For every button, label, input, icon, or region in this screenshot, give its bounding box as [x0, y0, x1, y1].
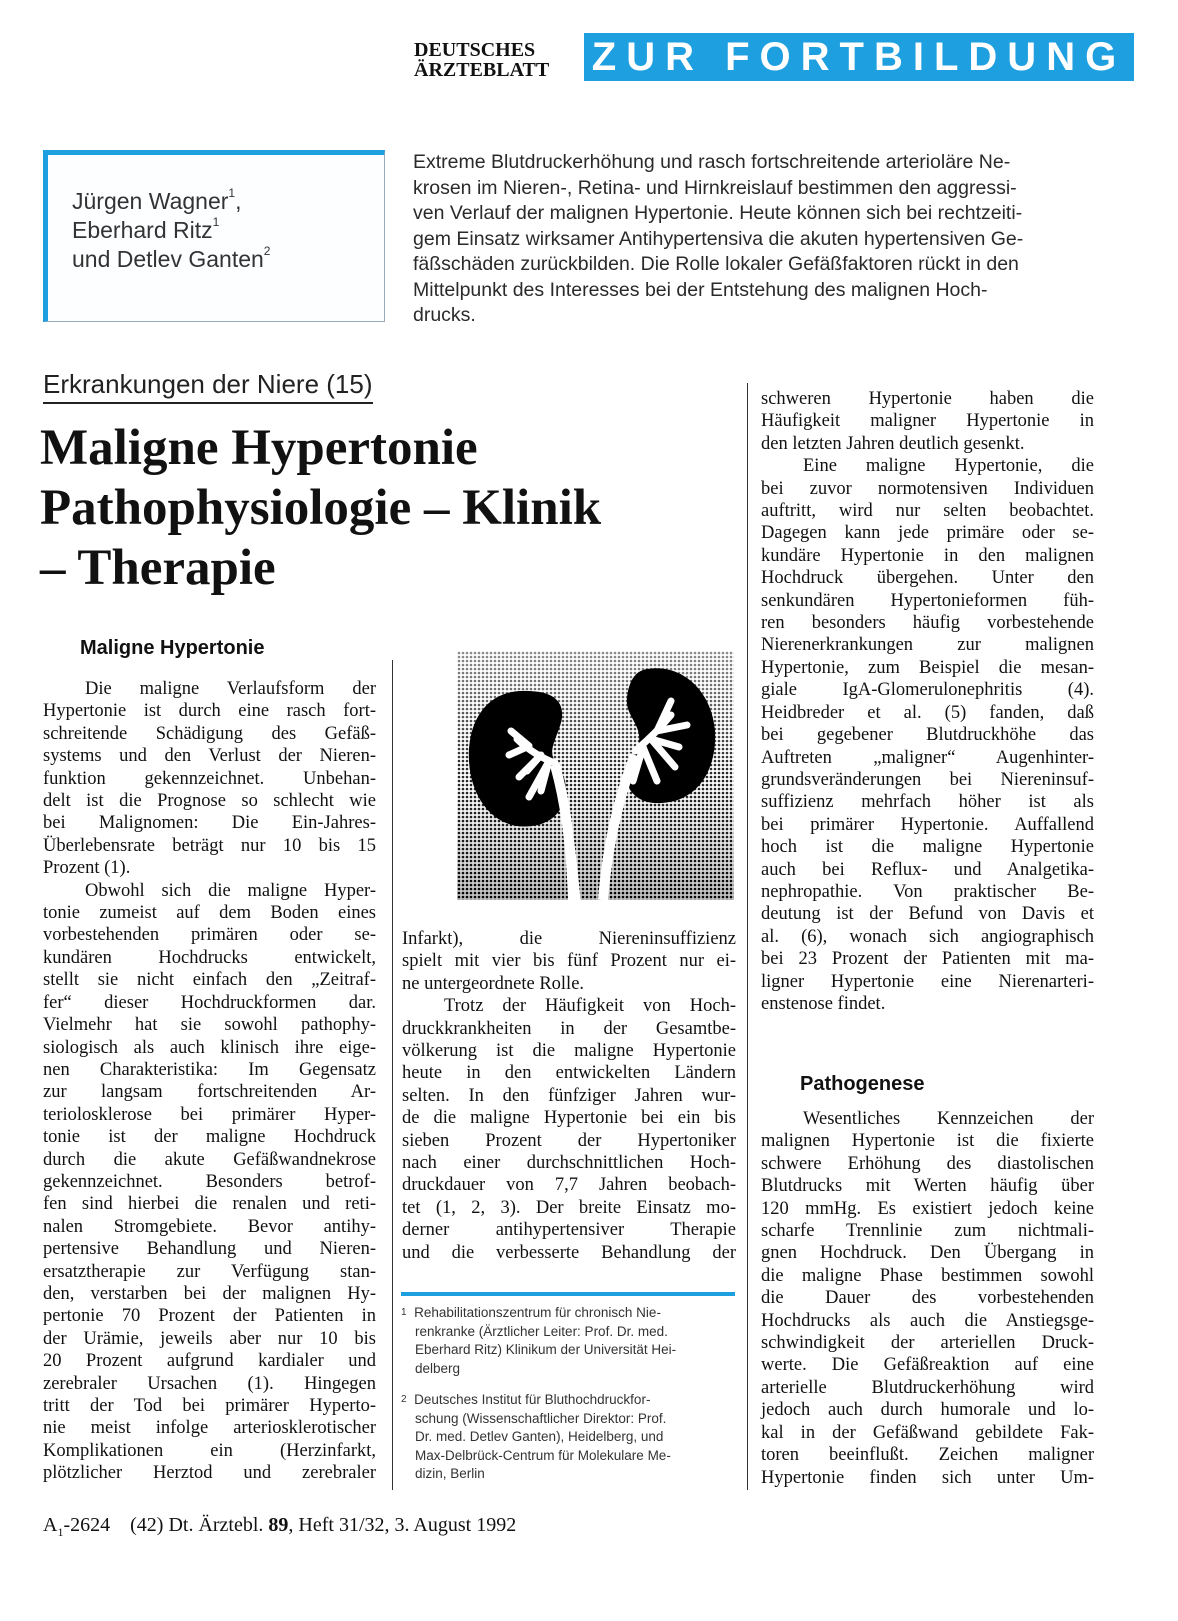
- text-line: fer“ dieser Hochdruckformen dar.: [43, 992, 376, 1013]
- text-line: auch bei Reflux- und Analgetika-: [761, 859, 1094, 880]
- text-line: Hypertonie finden sich unter Um-: [761, 1467, 1094, 1488]
- text-line: nach einer durchschnittlichen Hoch-: [402, 1153, 736, 1174]
- text-line: jedoch auch durch humorale und lo-: [761, 1400, 1094, 1421]
- footnote-line: [401, 1465, 737, 1484]
- text-line: tonie ist der maligne Hochdruck: [43, 1127, 376, 1148]
- page-footer: [43, 1513, 516, 1544]
- citation-text: (42) Dt. Ärztebl.: [130, 1514, 264, 1536]
- text-line: völkerung ist die maligne Hypertonie: [402, 1041, 736, 1062]
- author-affiliation-mark: 1: [228, 186, 236, 200]
- text-line: Blutdrucks mit Werten häufig über: [761, 1176, 1094, 1197]
- text-line: hoch ist die maligne Hypertonie: [761, 837, 1094, 858]
- text-line: plötzlicher Herztod und zerebraler: [43, 1463, 376, 1484]
- text-line: grundsveränderungen bei Niereninsuf-: [761, 769, 1094, 790]
- abstract-line: gem Einsatz wirksamer Antihypertensiva die akuten hypertensiven Ge-: [413, 227, 1024, 250]
- text-line: bei zuvor normotensiven Individuen: [761, 478, 1094, 499]
- footnote-text: Rehabilitationszentrum für chronisch Nie-: [414, 1305, 661, 1320]
- text-line: nen Charakteristika: Im Gegensatz: [43, 1059, 376, 1080]
- text-line: die Dauer des vorbestehenden: [761, 1288, 1094, 1309]
- footnote-text: schung (Wissenschaftlicher Direktor: Prof.: [415, 1410, 667, 1426]
- text-line: enstenose findet.: [761, 993, 886, 1014]
- text-line: die maligne Phase bestimmen sowohl: [761, 1265, 1094, 1286]
- column-1-text: [43, 678, 376, 1485]
- text-line: bei primärer Hypertonie. Auffallend: [761, 814, 1094, 835]
- column-3-pathogenese-text: [761, 1108, 1094, 1489]
- text-line: tet (1, 2, 3). Der breite Einsatz mo-: [402, 1197, 736, 1218]
- column-3-text: [761, 388, 1094, 1015]
- text-line: Wesentliches Kennzeichen der: [803, 1109, 1094, 1129]
- text-line: Dagegen kann jede primäre oder se-: [761, 523, 1094, 544]
- author-list: [72, 187, 270, 274]
- author-entry: [72, 216, 270, 245]
- journal-logo-line2: ÄRZTEBLATT: [414, 59, 550, 81]
- abstract-line: drucks.: [413, 304, 476, 326]
- text-line: malignen Hypertonie ist die fixierte: [761, 1131, 1094, 1152]
- abstract-line: Extreme Blutdruckerhöhung und rasch fortschreitende arterioläre Ne-: [413, 151, 1011, 173]
- author-separator: ,: [235, 188, 242, 214]
- footnote-text: Max-Delbrück-Centrum für Molekulare Me-: [415, 1447, 671, 1463]
- text-line: systems und den Verlust der Nieren-: [43, 746, 376, 767]
- text-line: der Urämie, jeweils aber nur 10 bis: [43, 1328, 376, 1349]
- text-line: werte. Die Gefäßreaktion auf eine: [761, 1355, 1094, 1376]
- abstract: [413, 150, 1133, 329]
- text-line: scharfe Trennlinie zum nichtmali-: [761, 1221, 1094, 1242]
- author-name: und Detlev Ganten: [72, 246, 264, 272]
- text-line: Infarkt), die Niereninsuffizienz: [402, 929, 736, 949]
- text-line: selten. In den fünfziger Jahren wur-: [402, 1085, 736, 1106]
- text-line: Die maligne Verlaufsform der: [85, 679, 376, 699]
- footnote-text: dizin, Berlin: [415, 1466, 485, 1481]
- text-line: deutung ist der Befund von Davis et: [761, 904, 1094, 925]
- journal-logo-line1: DEUTSCHES: [414, 39, 536, 61]
- text-line: zerebraler Ursachen (1). Hingegen: [43, 1373, 376, 1394]
- text-line: schreitende Schädigung des Gefäß-: [43, 723, 376, 744]
- footnote-text: Dr. med. Detlev Ganten), Heidelberg, und: [415, 1429, 664, 1444]
- author-name: Eberhard Ritz: [72, 217, 213, 243]
- footnote-separator: [401, 1292, 735, 1296]
- abstract-line: fäßschäden zurückbilden. Die Rolle lokaler Gefäßfaktoren rückt in den: [413, 253, 1019, 275]
- text-line: Trotz der Häufigkeit von Hoch-: [444, 996, 736, 1017]
- text-line: gekennzeichnet. Besonders betrof-: [43, 1171, 376, 1192]
- text-line: und die verbesserte Behandlung der: [402, 1242, 736, 1263]
- text-line: druckkrankheiten in der Gesamtbe-: [402, 1018, 736, 1039]
- text-line: Obwohl sich die maligne Hyper-: [85, 880, 376, 901]
- column-2-text: [402, 928, 736, 1264]
- column-rule: [747, 383, 748, 1490]
- text-line: durch die akute Gefäßwandnekrose: [43, 1149, 376, 1170]
- footnote-number: 2: [401, 1394, 407, 1405]
- text-line: nie meist infolge arteriosklerotischer: [43, 1418, 376, 1439]
- text-line: schwindigkeit der arteriellen Druck-: [761, 1333, 1094, 1354]
- text-line: Auftreten „maligner“ Augenhinter-: [761, 747, 1094, 768]
- abstract-line: krosen im Nieren-, Retina- und Hirnkreislauf bestimmen den aggressi-: [413, 176, 1017, 199]
- text-line: Hochdrucks als auch die Anstiegsge-: [761, 1310, 1094, 1331]
- text-line: druckdauer von 7,7 Jahren beobach-: [402, 1175, 736, 1196]
- text-line: den, verstarben bei der malignen Hy-: [43, 1283, 376, 1304]
- text-line: 20 Prozent aufgrund kardialer und: [43, 1351, 376, 1372]
- author-entry: [72, 187, 270, 216]
- text-line: derner antihypertensiver Therapie: [402, 1220, 736, 1241]
- author-affiliation-mark: 1: [212, 215, 220, 229]
- footnote-line: [401, 1323, 737, 1342]
- text-line: Hypertonie ist durch eine rasch fort-: [43, 701, 376, 722]
- text-line: 120 mmHg. Es existiert jedoch keine: [761, 1198, 1094, 1219]
- text-line: ligner Hypertonie eine Nierenarteri-: [761, 971, 1094, 992]
- author-affiliation-mark: 2: [263, 244, 271, 258]
- series-label: Erkrankungen der Niere (15): [43, 368, 373, 404]
- footnote-2: [401, 1391, 737, 1484]
- footnote-line: [401, 1304, 737, 1323]
- text-line: nalen Stromgebiete. Bevor antihy-: [43, 1216, 376, 1237]
- abstract-line: ven Verlauf der malignen Hypertonie. Heute können sich bei rechtzeiti-: [413, 202, 1023, 224]
- footnote-text: delberg: [415, 1360, 461, 1376]
- footnote-text: Eberhard Ritz) Klinikum der Universität Hei-: [415, 1342, 677, 1357]
- page-code: $A_1-2624$: [43, 1514, 111, 1539]
- footnote-line: [401, 1391, 737, 1410]
- text-line: ne untergeordnete Rolle.: [402, 973, 585, 994]
- kidney-illustration: [457, 651, 734, 900]
- text-line: stellt sie nicht einfach den „Zeitraf-: [43, 970, 376, 991]
- text-line: delt ist die Prognose so schlecht wie: [43, 791, 376, 812]
- text-line: den letzten Jahren deutlich gesenkt.: [761, 433, 1025, 454]
- text-line: teriolosklerose bei primärer Hyper-: [43, 1104, 376, 1125]
- text-line: pertensive Behandlung und Nieren-: [43, 1239, 376, 1260]
- text-line: toren beeinflußt. Zeichen maligner: [761, 1445, 1094, 1466]
- footnote-line: [401, 1360, 737, 1379]
- title-line: – Therapie: [40, 540, 276, 596]
- text-line: fen sind hierbei die renalen und reti-: [43, 1194, 376, 1215]
- text-line: bei Malignomen: Die Ein-Jahres-: [43, 813, 376, 834]
- text-line: giale IgA-Glomerulonephritis (4).: [761, 680, 1094, 701]
- text-line: ersatztherapie zur Verfügung stan-: [43, 1261, 376, 1282]
- section-heading-maligne-hypertonie: Maligne Hypertonie: [80, 637, 265, 659]
- abstract-line: Mittelpunkt des Interesses bei der Entstehung des malignen Hoch-: [413, 278, 988, 301]
- text-line: gnen Hochdruck. Den Übergang in: [761, 1243, 1094, 1264]
- text-line: auftritt, wird nur selten beobachtet.: [761, 501, 1094, 522]
- text-line: Hochdruck übergehen. Unter den: [761, 568, 1094, 589]
- volume-number: 89: [268, 1514, 289, 1536]
- text-line: arterielle Blutdruckerhöhung wird: [761, 1377, 1094, 1398]
- text-line: suffizienz mehrfach höher ist als: [761, 792, 1094, 813]
- column-rule: [392, 660, 393, 1490]
- text-line: sieben Prozent der Hypertoniker: [402, 1130, 736, 1151]
- text-line: Häufigkeit maligner Hypertonie in: [761, 411, 1094, 432]
- text-line: pertonie 70 Prozent der Patienten in: [43, 1306, 376, 1327]
- text-line: nephropathie. Von praktischer Be-: [761, 881, 1094, 902]
- text-line: schwere Erhöhung des diastolischen: [761, 1153, 1094, 1174]
- footnote-text: Deutsches Institut für Bluthochdruckfor-: [414, 1392, 651, 1407]
- text-line: Prozent (1).: [43, 858, 131, 879]
- article-title: [40, 418, 601, 598]
- text-line: de die maligne Hypertonie bei ein bis: [402, 1108, 736, 1129]
- title-line: Pathophysiologie – Klinik: [40, 480, 602, 536]
- section-banner: ZUR FORTBILDUNG: [584, 33, 1134, 81]
- journal-logo: [414, 40, 574, 80]
- text-line: kal in der Gefäßwand gebildete Fak-: [761, 1422, 1094, 1443]
- title-line: Maligne Hypertonie: [40, 420, 478, 476]
- text-line: spielt mit vier bis fünf Prozent nur ei-: [402, 951, 736, 972]
- text-line: Nierenerkrankungen zur malignen: [761, 635, 1094, 656]
- footnote-text: renkranke (Ärztlicher Leiter: Prof. Dr. med.: [415, 1323, 668, 1339]
- author-name: Jürgen Wagner: [72, 188, 229, 214]
- footnote-line: [401, 1447, 737, 1466]
- text-line: Hypertonie, zum Beispiel die mesan-: [761, 657, 1094, 678]
- text-line: schweren Hypertonie haben die: [761, 389, 1094, 409]
- footnote-1: [401, 1304, 737, 1378]
- text-line: zur langsam fortschreitenden Ar-: [43, 1082, 376, 1103]
- text-line: kundären Hochdrucks entwickelt,: [43, 947, 376, 968]
- section-heading-pathogenese: Pathogenese: [800, 1073, 925, 1095]
- text-line: senkundären Hypertonieformen füh-: [761, 590, 1094, 611]
- footnote-number: 1: [401, 1307, 407, 1318]
- text-line: bei 23 Prozent der Patienten mit ma-: [761, 949, 1094, 970]
- text-line: vorbestehenden primären oder se-: [43, 925, 376, 946]
- text-line: kundäre Hypertonie in den malignen: [761, 545, 1094, 566]
- text-line: ren besonders häufig vorbestehende: [761, 613, 1094, 634]
- text-line: funktion gekennzeichnet. Unbehan-: [43, 768, 376, 789]
- text-line: tonie zumeist auf dem Boden eines: [43, 903, 376, 924]
- text-line: Komplikationen ein (Herzinfarkt,: [43, 1440, 376, 1461]
- text-line: Heidbreder et al. (5) fanden, daß: [761, 702, 1094, 723]
- text-line: Überlebensrate beträgt nur 10 bis 15: [43, 835, 376, 856]
- text-line: siologisch als auch klinisch ihre eige-: [43, 1037, 376, 1058]
- footnote-line: [401, 1410, 737, 1429]
- text-line: Vielmehr hat sie sowohl pathophy-: [43, 1015, 376, 1036]
- author-entry: [72, 245, 270, 274]
- text-line: Eine maligne Hypertonie, die: [803, 456, 1094, 477]
- author-box: [43, 150, 385, 322]
- text-line: al. (6), wonach sich angiographisch: [761, 926, 1094, 947]
- text-line: bei gegebener Blutdruckhöhe das: [761, 725, 1094, 746]
- text-line: heute in den entwickelten Ländern: [402, 1063, 736, 1084]
- citation-text-end: , Heft 31/32, 3. August 1992: [288, 1514, 517, 1536]
- text-line: tritt der Tod bei primärer Hyperto-: [43, 1396, 376, 1416]
- footnote-line: [401, 1341, 737, 1360]
- footnote-line: [401, 1428, 737, 1447]
